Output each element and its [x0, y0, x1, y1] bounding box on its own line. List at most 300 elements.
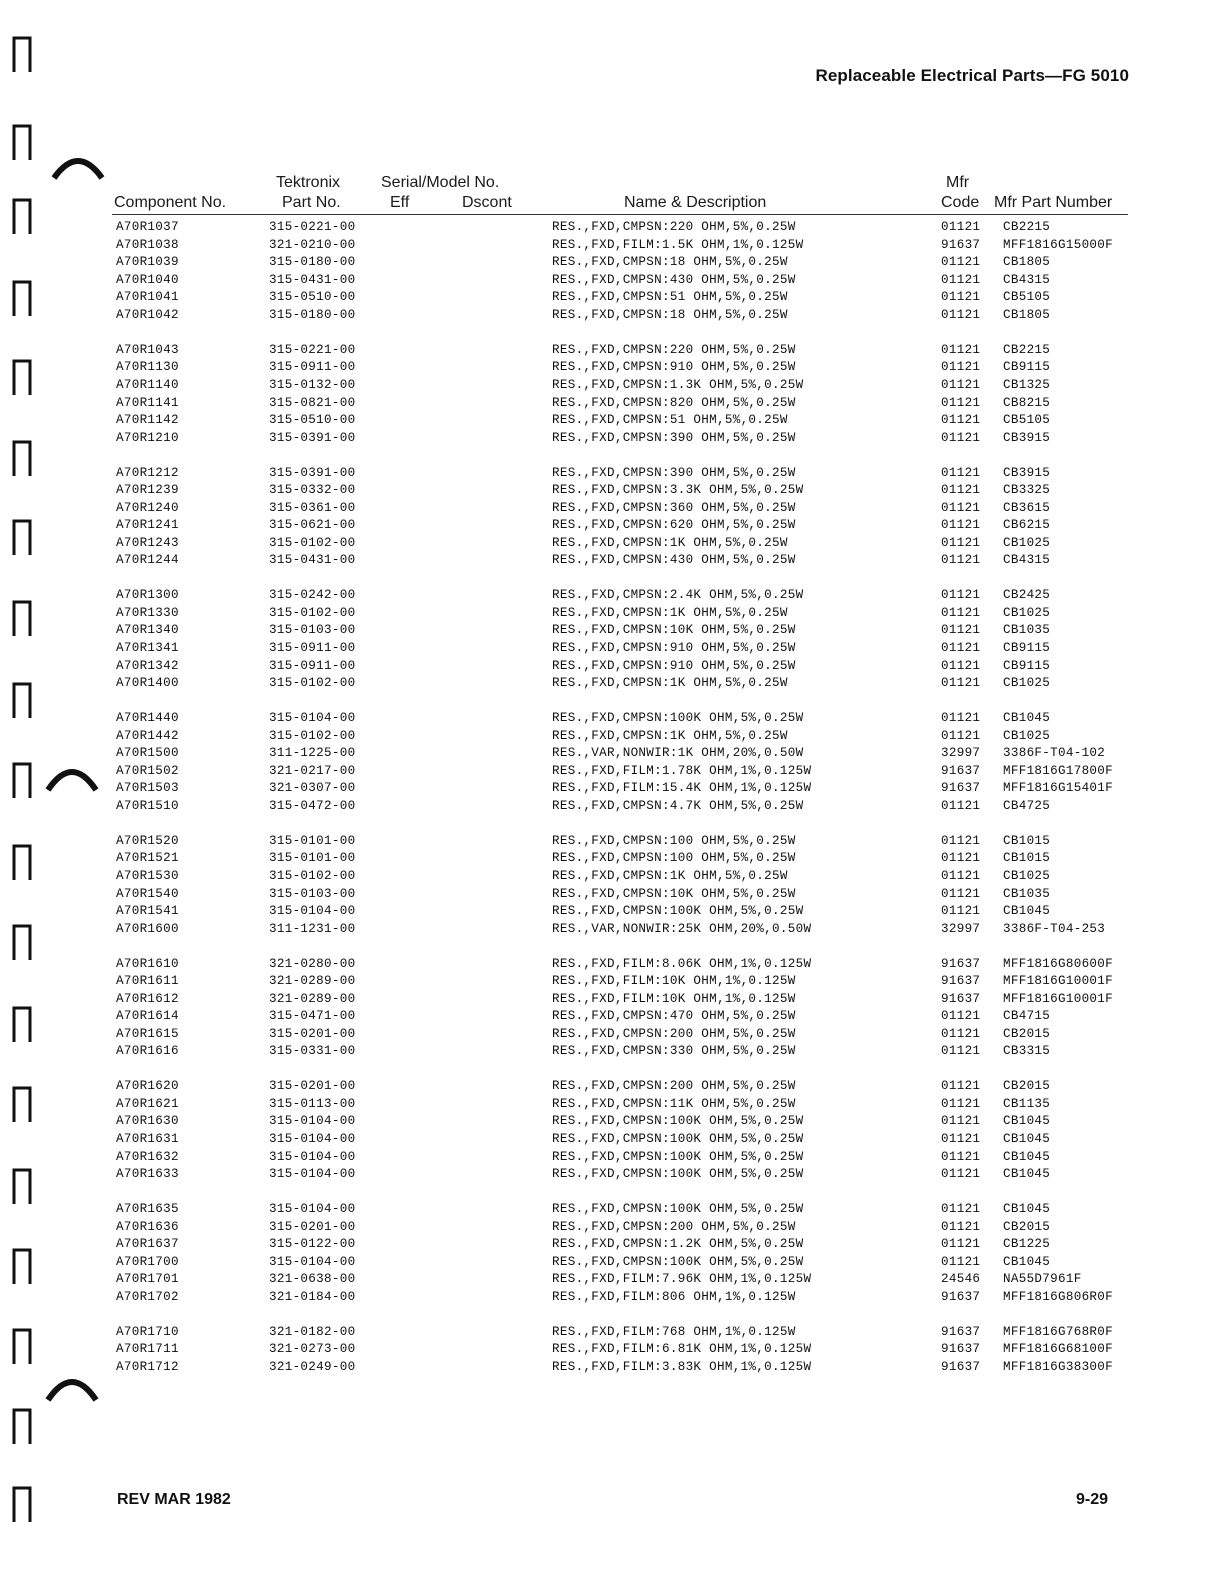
mfr-code: 91637	[941, 763, 981, 778]
table-row	[0, 605, 1213, 623]
component-no: A70R1342	[116, 658, 179, 673]
table-row	[0, 710, 1213, 728]
table-row	[0, 395, 1213, 413]
component-no: A70R1341	[116, 641, 179, 656]
mfr-code: 91637	[941, 781, 981, 796]
component-no: A70R1041	[116, 290, 179, 305]
tektronix-part-no: 321-0289-00	[269, 974, 356, 989]
mfr-part-number: CB1025	[1003, 728, 1051, 743]
tektronix-part-no: 315-0821-00	[269, 395, 356, 410]
mfr-part-number: MFF1816G17800F	[1003, 763, 1114, 778]
mfr-part-number: CB1805	[1003, 307, 1051, 322]
tektronix-part-no: 315-0113-00	[269, 1096, 356, 1111]
component-no: A70R1039	[116, 255, 179, 270]
table-row	[0, 219, 1213, 237]
table-row	[0, 1043, 1213, 1061]
mfr-code: 01121	[941, 641, 981, 656]
component-no: A70R1240	[116, 500, 179, 515]
parts-group	[0, 710, 1213, 816]
component-no: A70R1244	[116, 553, 179, 568]
tektronix-part-no: 315-0201-00	[269, 1026, 356, 1041]
tektronix-part-no: 315-0621-00	[269, 518, 356, 533]
table-row	[0, 1131, 1213, 1149]
mfr-code: 91637	[941, 956, 981, 971]
component-no: A70R1142	[116, 413, 179, 428]
tektronix-part-no: 321-0249-00	[269, 1359, 356, 1374]
name-description: RES.,FXD,CMPSN:100 OHM,5%,0.25W	[552, 833, 796, 848]
component-no: A70R1440	[116, 711, 179, 725]
table-row	[0, 289, 1213, 307]
component-no: A70R1300	[116, 588, 179, 603]
tektronix-part-no: 315-0201-00	[269, 1219, 356, 1234]
tektronix-part-no: 321-0638-00	[269, 1272, 356, 1287]
tektronix-part-no: 315-0102-00	[269, 728, 356, 743]
mfr-part-number: CB1045	[1003, 904, 1051, 919]
name-description: RES.,FXD,CMPSN:820 OHM,5%,0.25W	[552, 395, 796, 410]
mfr-code: 32997	[941, 746, 981, 761]
table-row	[0, 587, 1213, 605]
mfr-part-number: CB2215	[1003, 220, 1051, 234]
col-tektronix-bottom: Part No.	[282, 194, 341, 211]
name-description: RES.,FXD,CMPSN:1K OHM,5%,0.25W	[552, 676, 788, 691]
component-no: A70R1330	[116, 605, 179, 620]
component-no: A70R1540	[116, 886, 179, 901]
parts-group	[0, 956, 1213, 1062]
mfr-part-number: CB6215	[1003, 518, 1051, 533]
mfr-code: 01121	[941, 377, 981, 392]
mfr-part-number: NA55D7961F	[1003, 1272, 1082, 1287]
parts-group	[0, 833, 1213, 939]
mfr-part-number: CB2015	[1003, 1026, 1051, 1041]
binder-hole-mark	[8, 438, 34, 478]
mfr-part-number: CB1045	[1003, 711, 1051, 725]
tektronix-part-no: 311-1225-00	[269, 746, 356, 761]
name-description: RES.,FXD,FILM:10K OHM,1%,0.125W	[552, 991, 796, 1006]
mfr-code: 91637	[941, 237, 981, 252]
mfr-code: 91637	[941, 1359, 981, 1374]
mfr-part-number: CB1015	[1003, 851, 1051, 866]
mfr-code: 01121	[941, 1167, 981, 1182]
col-tektronix-top: Tektronix	[276, 174, 341, 191]
tektronix-part-no: 315-0471-00	[269, 1009, 356, 1024]
binder-hole-mark	[8, 1166, 34, 1206]
component-no: A70R1520	[116, 833, 179, 848]
mfr-part-number: CB4315	[1003, 272, 1051, 287]
binder-hole-mark	[8, 1004, 34, 1044]
name-description: RES.,FXD,CMPSN:910 OHM,5%,0.25W	[552, 360, 796, 375]
col-name-description: Name & Description	[624, 194, 767, 211]
mfr-code: 01121	[941, 676, 981, 691]
table-row	[0, 675, 1213, 693]
table-row	[0, 1201, 1213, 1219]
tektronix-part-no: 315-0132-00	[269, 377, 356, 392]
binder-hole-mark	[8, 680, 34, 720]
mfr-code: 91637	[941, 1289, 981, 1304]
mfr-part-number: MFF1816G806R0F	[1003, 1289, 1114, 1304]
mfr-code: 01121	[941, 1237, 981, 1252]
mfr-code: 01121	[941, 851, 981, 866]
component-no: A70R1611	[116, 974, 179, 989]
tektronix-part-no: 321-0307-00	[269, 781, 356, 796]
table-row	[0, 1078, 1213, 1096]
mfr-code: 01121	[941, 1254, 981, 1269]
mfr-code: 01121	[941, 886, 981, 901]
mfr-code: 01121	[941, 553, 981, 568]
tektronix-part-no: 315-0242-00	[269, 588, 356, 603]
tektronix-part-no: 315-0104-00	[269, 711, 356, 725]
mfr-code: 91637	[941, 991, 981, 1006]
name-description: RES.,FXD,CMPSN:220 OHM,5%,0.25W	[552, 342, 796, 357]
mfr-part-number: CB8215	[1003, 395, 1051, 410]
tektronix-part-no: 311-1231-00	[269, 921, 356, 936]
name-description: RES.,FXD,CMPSN:100K OHM,5%,0.25W	[552, 711, 804, 725]
table-row	[0, 1166, 1213, 1184]
table-row	[0, 237, 1213, 255]
table-row	[0, 1271, 1213, 1289]
table-row	[0, 1289, 1213, 1307]
mfr-part-number: CB1135	[1003, 1096, 1051, 1111]
component-no: A70R1521	[116, 851, 179, 866]
mfr-part-number: CB2215	[1003, 342, 1051, 357]
mfr-part-number: 3386F-T04-253	[1003, 921, 1106, 936]
mfr-part-number: CB5105	[1003, 413, 1051, 428]
footer-revision: REV MAR 1982	[117, 1491, 231, 1508]
tektronix-part-no: 315-0911-00	[269, 658, 356, 673]
mfr-code: 01121	[941, 255, 981, 270]
parts-group	[0, 1201, 1213, 1307]
binder-hole-mark	[8, 760, 34, 800]
table-row	[0, 412, 1213, 430]
name-description: RES.,FXD,CMPSN:1K OHM,5%,0.25W	[552, 868, 788, 883]
mfr-part-number: MFF1816G768R0F	[1003, 1324, 1114, 1339]
name-description: RES.,FXD,CMPSN:10K OHM,5%,0.25W	[552, 886, 796, 901]
table-row	[0, 517, 1213, 535]
name-description: RES.,FXD,FILM:10K OHM,1%,0.125W	[552, 974, 796, 989]
binder-hole-mark	[8, 357, 34, 397]
table-row	[0, 342, 1213, 360]
component-no: A70R1239	[116, 483, 179, 498]
table-row	[0, 465, 1213, 483]
mfr-part-number: CB2015	[1003, 1219, 1051, 1234]
name-description: RES.,FXD,CMPSN:10K OHM,5%,0.25W	[552, 623, 796, 638]
mfr-part-number: CB1045	[1003, 1254, 1051, 1269]
mfr-part-number: CB3615	[1003, 500, 1051, 515]
binder-hole-mark	[8, 517, 34, 557]
table-row	[0, 956, 1213, 974]
binder-hole-mark	[8, 1406, 34, 1446]
mfr-code: 01121	[941, 342, 981, 357]
mfr-part-number: CB1325	[1003, 377, 1051, 392]
mfr-code: 01121	[941, 588, 981, 603]
component-no: A70R1632	[116, 1149, 179, 1164]
component-no: A70R1612	[116, 991, 179, 1006]
name-description: RES.,FXD,CMPSN:620 OHM,5%,0.25W	[552, 518, 796, 533]
name-description: RES.,FXD,CMPSN:910 OHM,5%,0.25W	[552, 658, 796, 673]
component-no: A70R1636	[116, 1219, 179, 1234]
binder-hole-mark	[8, 1484, 34, 1524]
mfr-part-number: CB3315	[1003, 1044, 1051, 1059]
tektronix-part-no: 315-0510-00	[269, 413, 356, 428]
component-no: A70R1503	[116, 781, 179, 796]
mfr-code: 01121	[941, 483, 981, 498]
mfr-code: 01121	[941, 1026, 981, 1041]
mfr-code: 01121	[941, 1009, 981, 1024]
table-row	[0, 552, 1213, 570]
component-no: A70R1340	[116, 623, 179, 638]
mfr-part-number: CB9115	[1003, 360, 1051, 375]
mfr-part-number: CB2425	[1003, 588, 1051, 603]
tektronix-part-no: 315-0221-00	[269, 220, 356, 234]
parts-list	[0, 219, 1213, 1394]
tektronix-part-no: 315-0431-00	[269, 272, 356, 287]
table-row	[0, 1254, 1213, 1272]
tektronix-part-no: 315-0510-00	[269, 290, 356, 305]
table-row	[0, 359, 1213, 377]
component-no: A70R1630	[116, 1114, 179, 1129]
name-description: RES.,FXD,CMPSN:100K OHM,5%,0.25W	[552, 1149, 804, 1164]
binder-hole-mark	[8, 278, 34, 318]
name-description: RES.,FXD,CMPSN:100K OHM,5%,0.25W	[552, 1254, 804, 1269]
mfr-code: 01121	[941, 711, 981, 725]
mfr-code: 01121	[941, 1202, 981, 1216]
name-description: RES.,FXD,CMPSN:330 OHM,5%,0.25W	[552, 1044, 796, 1059]
tektronix-part-no: 315-0221-00	[269, 342, 356, 357]
component-no: A70R1621	[116, 1096, 179, 1111]
name-description: RES.,FXD,CMPSN:1K OHM,5%,0.25W	[552, 728, 788, 743]
name-description: RES.,FXD,CMPSN:100K OHM,5%,0.25W	[552, 1132, 804, 1147]
tektronix-part-no: 315-0104-00	[269, 1254, 356, 1269]
name-description: RES.,FXD,CMPSN:360 OHM,5%,0.25W	[552, 500, 796, 515]
mfr-code: 01121	[941, 413, 981, 428]
col-serial-model: Serial/Model No.	[381, 174, 500, 191]
table-row	[0, 1219, 1213, 1237]
mfr-code: 01121	[941, 623, 981, 638]
table-row	[0, 640, 1213, 658]
table-row	[0, 272, 1213, 290]
mfr-part-number: CB9115	[1003, 641, 1051, 656]
component-no: A70R1140	[116, 377, 179, 392]
component-no: A70R1702	[116, 1289, 179, 1304]
mfr-code: 01121	[941, 1114, 981, 1129]
tektronix-part-no: 321-0289-00	[269, 991, 356, 1006]
name-description: RES.,FXD,FILM:8.06K OHM,1%,0.125W	[552, 956, 812, 971]
binder-hole-mark	[8, 598, 34, 638]
component-no: A70R1500	[116, 746, 179, 761]
name-description: RES.,VAR,NONWIR:1K OHM,20%,0.50W	[552, 746, 804, 761]
name-description: RES.,FXD,CMPSN:3.3K OHM,5%,0.25W	[552, 483, 804, 498]
component-no: A70R1043	[116, 342, 179, 357]
component-no: A70R1130	[116, 360, 179, 375]
name-description: RES.,FXD,CMPSN:200 OHM,5%,0.25W	[552, 1026, 796, 1041]
binder-hole-mark	[8, 842, 34, 882]
mfr-code: 24546	[941, 1272, 981, 1287]
table-row	[0, 921, 1213, 939]
parts-group	[0, 342, 1213, 448]
mfr-code: 01121	[941, 518, 981, 533]
table-row	[0, 745, 1213, 763]
tektronix-part-no: 315-0180-00	[269, 255, 356, 270]
tektronix-part-no: 315-0911-00	[269, 641, 356, 656]
mfr-code: 01121	[941, 395, 981, 410]
name-description: RES.,FXD,CMPSN:51 OHM,5%,0.25W	[552, 413, 788, 428]
table-row	[0, 886, 1213, 904]
table-row	[0, 1359, 1213, 1377]
mfr-code: 01121	[941, 1044, 981, 1059]
component-no: A70R1712	[116, 1359, 179, 1374]
tektronix-part-no: 321-0217-00	[269, 763, 356, 778]
table-row	[0, 973, 1213, 991]
mfr-part-number: CB1045	[1003, 1202, 1051, 1216]
tektronix-part-no: 315-0122-00	[269, 1237, 356, 1252]
tektronix-part-no: 321-0280-00	[269, 956, 356, 971]
tektronix-part-no: 315-0391-00	[269, 465, 356, 480]
mfr-part-number: CB2015	[1003, 1079, 1051, 1094]
mfr-code: 91637	[941, 974, 981, 989]
tektronix-part-no: 315-0102-00	[269, 535, 356, 550]
component-no: A70R1530	[116, 868, 179, 883]
binder-ring-arc	[50, 148, 106, 188]
binder-hole-mark	[8, 1246, 34, 1286]
component-no: A70R1541	[116, 904, 179, 919]
table-row	[0, 377, 1213, 395]
mfr-code: 01121	[941, 290, 981, 305]
tektronix-part-no: 315-0361-00	[269, 500, 356, 515]
name-description: RES.,FXD,CMPSN:390 OHM,5%,0.25W	[552, 430, 796, 445]
mfr-code: 01121	[941, 430, 981, 445]
component-no: A70R1502	[116, 763, 179, 778]
mfr-part-number: MFF1816G10001F	[1003, 991, 1114, 1006]
tektronix-part-no: 315-0102-00	[269, 868, 356, 883]
component-no: A70R1635	[116, 1202, 179, 1216]
mfr-part-number: CB1805	[1003, 255, 1051, 270]
col-eff: Eff	[390, 194, 410, 211]
table-row	[0, 500, 1213, 518]
mfr-code: 01121	[941, 360, 981, 375]
table-row	[0, 535, 1213, 553]
tektronix-part-no: 315-0201-00	[269, 1079, 356, 1094]
component-no: A70R1701	[116, 1272, 179, 1287]
component-no: A70R1400	[116, 676, 179, 691]
mfr-part-number: CB1025	[1003, 868, 1051, 883]
binder-hole-mark	[8, 34, 34, 74]
name-description: RES.,FXD,CMPSN:51 OHM,5%,0.25W	[552, 290, 788, 305]
binder-ring-arc	[44, 758, 100, 798]
binder-hole-mark	[8, 922, 34, 962]
table-row	[0, 254, 1213, 272]
mfr-part-number: CB1025	[1003, 535, 1051, 550]
mfr-part-number: MFF1816G15000F	[1003, 237, 1114, 252]
tektronix-part-no: 315-0102-00	[269, 605, 356, 620]
table-row	[0, 1149, 1213, 1167]
table-row	[0, 1096, 1213, 1114]
parts-group	[0, 219, 1213, 325]
mfr-code: 01121	[941, 868, 981, 883]
mfr-code: 01121	[941, 307, 981, 322]
component-no: A70R1615	[116, 1026, 179, 1041]
tektronix-part-no: 321-0184-00	[269, 1289, 356, 1304]
component-no: A70R1243	[116, 535, 179, 550]
tektronix-part-no: 315-0104-00	[269, 1167, 356, 1182]
tektronix-part-no: 315-0331-00	[269, 1044, 356, 1059]
tektronix-part-no: 315-0104-00	[269, 904, 356, 919]
mfr-part-number: CB1045	[1003, 1114, 1051, 1129]
table-row	[0, 798, 1213, 816]
table-row	[0, 780, 1213, 798]
tektronix-part-no: 321-0182-00	[269, 1324, 356, 1339]
tektronix-part-no: 315-0472-00	[269, 798, 356, 813]
tektronix-part-no: 315-0103-00	[269, 886, 356, 901]
tektronix-part-no: 315-0911-00	[269, 360, 356, 375]
tektronix-part-no: 315-0332-00	[269, 483, 356, 498]
parts-group	[0, 1078, 1213, 1184]
page-header: Replaceable Electrical Parts—FG 5010	[815, 66, 1129, 85]
parts-group	[0, 1324, 1213, 1377]
table-row	[0, 868, 1213, 886]
table-row	[0, 1026, 1213, 1044]
footer-page-number: 9-29	[1076, 1491, 1109, 1508]
component-no: A70R1210	[116, 430, 179, 445]
mfr-code: 01121	[941, 1079, 981, 1094]
name-description: RES.,FXD,CMPSN:4.7K OHM,5%,0.25W	[552, 798, 804, 813]
component-no: A70R1141	[116, 395, 179, 410]
name-description: RES.,FXD,CMPSN:1K OHM,5%,0.25W	[552, 535, 788, 550]
mfr-part-number: CB1025	[1003, 605, 1051, 620]
name-description: RES.,FXD,FILM:6.81K OHM,1%,0.125W	[552, 1342, 812, 1357]
name-description: RES.,FXD,CMPSN:18 OHM,5%,0.25W	[552, 307, 788, 322]
tektronix-part-no: 315-0391-00	[269, 430, 356, 445]
name-description: RES.,FXD,CMPSN:100K OHM,5%,0.25W	[552, 1202, 804, 1216]
mfr-code: 01121	[941, 833, 981, 848]
name-description: RES.,FXD,CMPSN:390 OHM,5%,0.25W	[552, 465, 796, 480]
tektronix-part-no: 315-0104-00	[269, 1132, 356, 1147]
name-description: RES.,FXD,FILM:7.96K OHM,1%,0.125W	[552, 1272, 812, 1287]
mfr-code: 91637	[941, 1342, 981, 1357]
component-no: A70R1711	[116, 1342, 179, 1357]
mfr-part-number: CB3915	[1003, 465, 1051, 480]
name-description: RES.,FXD,CMPSN:1K OHM,5%,0.25W	[552, 605, 788, 620]
header-divider	[112, 214, 1128, 215]
name-description: RES.,FXD,CMPSN:430 OHM,5%,0.25W	[552, 553, 796, 568]
col-mfr-top: Mfr	[946, 174, 970, 191]
mfr-part-number: CB1025	[1003, 676, 1051, 691]
component-no: A70R1637	[116, 1237, 179, 1252]
table-row	[0, 1341, 1213, 1359]
mfr-part-number: CB1035	[1003, 623, 1051, 638]
tektronix-part-no: 321-0210-00	[269, 237, 356, 252]
component-no: A70R1620	[116, 1079, 179, 1094]
table-row	[0, 728, 1213, 746]
col-mfr-code: Code	[941, 194, 980, 211]
tektronix-part-no: 321-0273-00	[269, 1342, 356, 1357]
binder-hole-mark	[8, 1084, 34, 1124]
name-description: RES.,VAR,NONWIR:25K OHM,20%,0.50W	[552, 921, 812, 936]
name-description: RES.,FXD,FILM:3.83K OHM,1%,0.125W	[552, 1359, 812, 1374]
mfr-part-number: CB3325	[1003, 483, 1051, 498]
name-description: RES.,FXD,FILM:768 OHM,1%,0.125W	[552, 1324, 796, 1339]
table-row	[0, 430, 1213, 448]
col-dscont: Dscont	[462, 194, 512, 211]
binder-hole-mark	[8, 122, 34, 162]
name-description: RES.,FXD,CMPSN:100K OHM,5%,0.25W	[552, 904, 804, 919]
mfr-code: 01121	[941, 535, 981, 550]
mfr-part-number: 3386F-T04-102	[1003, 746, 1106, 761]
mfr-part-number: MFF1816G15401F	[1003, 781, 1114, 796]
table-row	[0, 1113, 1213, 1131]
mfr-part-number: MFF1816G10001F	[1003, 974, 1114, 989]
mfr-code: 01121	[941, 1132, 981, 1147]
mfr-code: 01121	[941, 728, 981, 743]
tektronix-part-no: 315-0102-00	[269, 676, 356, 691]
